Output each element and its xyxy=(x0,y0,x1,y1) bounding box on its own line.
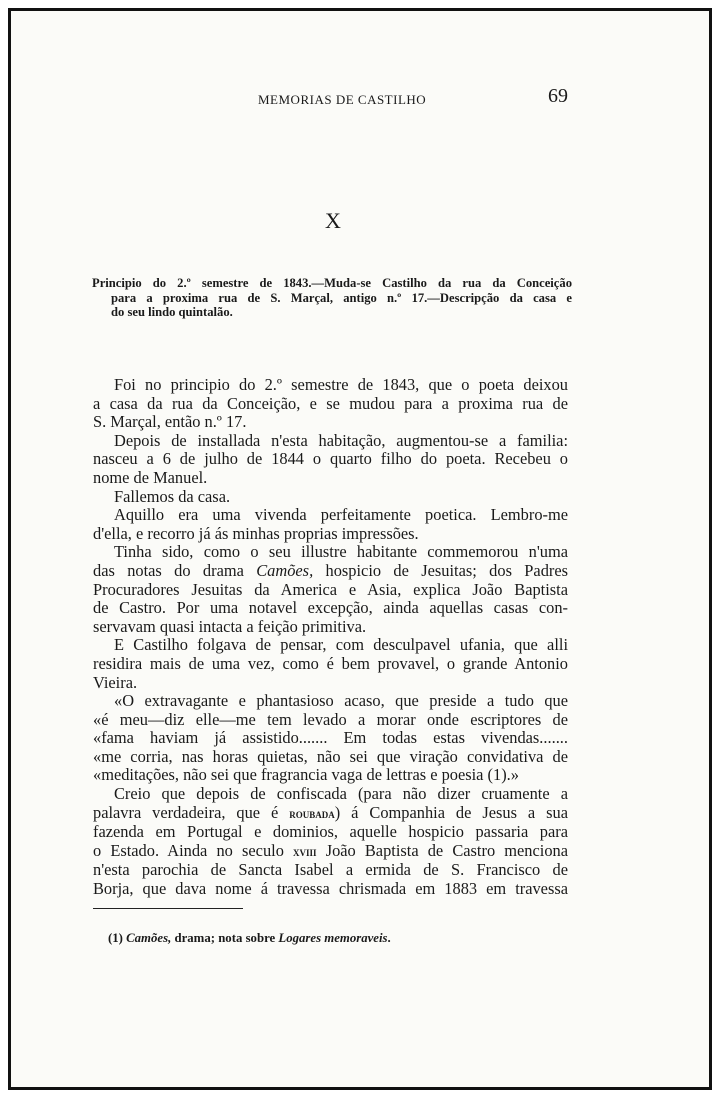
footnote-marker: (1) xyxy=(108,931,123,945)
text-line: «fama haviam já assistido....... Em todas estas vivendas....... xyxy=(93,728,568,748)
text-line: d'ella, e recorro já ás minhas proprias impressões. xyxy=(93,523,419,543)
text-line: servavam quasi intacta a feição primitiva. xyxy=(93,616,367,636)
body-text xyxy=(93,376,568,899)
text-line: Borja, que dava nome á travessa chrismada em 1883 em travessa xyxy=(93,879,568,899)
text-line: de Castro. Por uma notavel excepção, ainda aquellas casas con- xyxy=(93,598,568,618)
footnote-work: Camões, xyxy=(126,931,172,945)
emphasis-word: roubada xyxy=(289,805,335,821)
text-line: «O extravagante e phantasioso acaso, que preside a tudo que xyxy=(114,691,568,711)
page-number: 69 xyxy=(548,85,568,107)
text-line: Foi no principio do 2.º semestre de 1843, que o poeta deixou xyxy=(114,375,568,394)
text-fragment: ) á Companhia de Jesus a sua xyxy=(334,802,568,822)
chapter-number: X xyxy=(325,208,341,233)
summary-line: Principio do 2.º semestre de 1843.—Muda-se Castilho da rua da Conceição xyxy=(92,276,572,290)
text-line: Tinha sido, como o seu illustre habitante commemorou n'uma xyxy=(114,542,568,562)
text-line: Depois de installada n'esta habitação, augmentou-se a familia: xyxy=(114,430,568,450)
text-line: «me corria, nas horas quietas, não sei que viração convidativa de xyxy=(93,746,568,766)
chapter-summary xyxy=(92,276,572,320)
text-line: Procuradores Jesuitas da America e Asia, explica João Baptista xyxy=(93,579,568,599)
text-line: nasceu a 6 de julho de 1844 o quarto filho do poeta. Recebeu o xyxy=(93,449,568,469)
text-fragment: o Estado. Ainda no seculo xyxy=(93,840,294,860)
text-line: «meditações, não sei que fragrancia vaga de lettras e poesia (1).» xyxy=(93,765,519,785)
footnote xyxy=(108,931,391,946)
running-header: MEMORIAS DE CASTILHO xyxy=(258,92,427,107)
footnote-rule xyxy=(93,908,243,909)
summary-line: para a proxima rua de S. Marçal, antigo n.º 17.—Descripção da casa e xyxy=(111,290,572,305)
text-line: Creio que depois de confiscada (para não dizer cruamente a xyxy=(114,784,568,804)
text-line: n'esta parochia de Sancta Isabel a ermida de S. Francisco de xyxy=(93,860,568,880)
century-numeral: xviii xyxy=(293,843,317,859)
text-line xyxy=(93,562,568,581)
text-line: nome de Manuel. xyxy=(93,467,208,487)
footnote-end: . xyxy=(387,931,391,945)
text-fragment: das notas do drama xyxy=(93,560,257,580)
text-fragment: palavra verdadeira, que é xyxy=(93,802,290,822)
text-line: Aquillo era uma vivenda perfeitamente poetica. Lembro-me xyxy=(114,505,568,525)
work-title: Camões, xyxy=(256,560,314,580)
text-line: S. Marçal, então n.º 17. xyxy=(93,412,247,432)
text-line: fazenda em Portugal e dominios, aquelle hospicio passaria para xyxy=(93,822,568,842)
footnote-ref: Logares memoraveis xyxy=(278,931,388,945)
text-line: Fallemos da casa. xyxy=(114,486,231,506)
text-line: a casa da rua da Conceição, e se mudou para a proxima rua de xyxy=(93,393,568,413)
text-fragment: João Baptista de Castro menciona xyxy=(316,840,568,860)
text-line xyxy=(93,842,568,862)
text-fragment: hospicio de Jesuitas; dos Padres xyxy=(313,560,569,580)
text-line: Vieira. xyxy=(93,672,138,692)
text-line: E Castilho folgava de pensar, com desculpavel ufania, que alli xyxy=(114,635,568,655)
text-line: «é meu—diz elle—me tem levado a morar onde escriptores de xyxy=(93,709,568,729)
footnote-text: drama; nota sobre xyxy=(171,931,279,945)
summary-line: do seu lindo quintalão. xyxy=(111,305,233,320)
text-line: residira mais de uma vez, como é bem provavel, o grande Antonio xyxy=(93,653,568,673)
text-line xyxy=(93,804,568,824)
